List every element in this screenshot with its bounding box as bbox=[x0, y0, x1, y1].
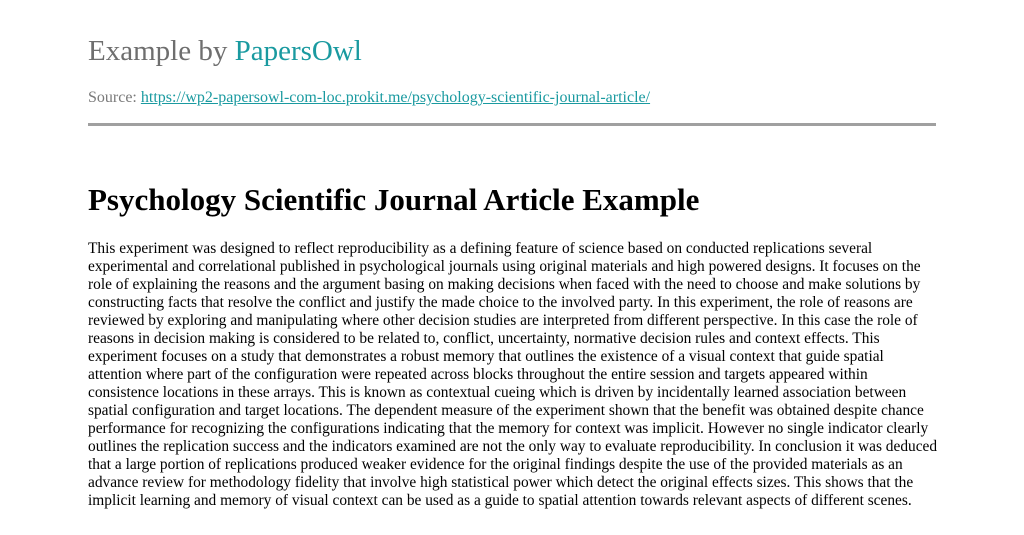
source-label: Source: bbox=[88, 89, 137, 106]
source-link[interactable]: https://wp2-papersowl-com-loc.prokit.me/psychology-scientific-journal-article/ bbox=[140, 89, 651, 106]
article-title: Psychology Scientific Journal Article Example bbox=[88, 182, 700, 217]
brand-name[interactable]: PapersOwl bbox=[234, 35, 362, 67]
source-line bbox=[88, 88, 650, 108]
header-divider bbox=[88, 123, 936, 126]
brand-heading bbox=[88, 34, 362, 68]
article-body: This experiment was designed to reflect reproducibility as a defining feature of science based on conducted replications several experimental and correlational published in psychological journals using original materials and high powered designs. It focuses on the role of explaining the reasons and the argument basing on making decisions when faced with the need to choose and make solutions by constructing facts that resolve the conflict and justify the made choice to the involved party. In this experiment, the role of reasons are reviewed by exploring and manipulating where other decision studies are interpreted from different perspective. In this case the role of reasons in decision making is considered to be related to, conflict, uncertainty, normative decision rules and context effects. This experiment focuses on a study that demonstrates a robust memory that outlines the existence of a visual context that guide spatial attention where part of the configuration were repeated across blocks throughout the entire session and targets appeared within consistence locations in these arrays. This is known as contextual cueing which is driven by incidentally learned association between spatial configuration and target locations. The dependent measure of the experiment shown that the benefit was obtained despite chance performance for recognizing the configurations indicating that the memory for context was implicit. However no single indicator clearly outlines the replication success and the indicators examined are not the only way to evaluate reproducibility. In conclusion it was deduced that a large portion of replications produced weaker evidence for the original findings despite the use of the provided materials as an advance review for methodology fidelity that involve high statistical power which detect the original effects sizes. This shows that the implicit learning and memory of visual context can be used as a guide to spatial attention towards relevant aspects of different scenes. bbox=[88, 240, 938, 509]
brand-prefix: Example by bbox=[88, 35, 228, 67]
